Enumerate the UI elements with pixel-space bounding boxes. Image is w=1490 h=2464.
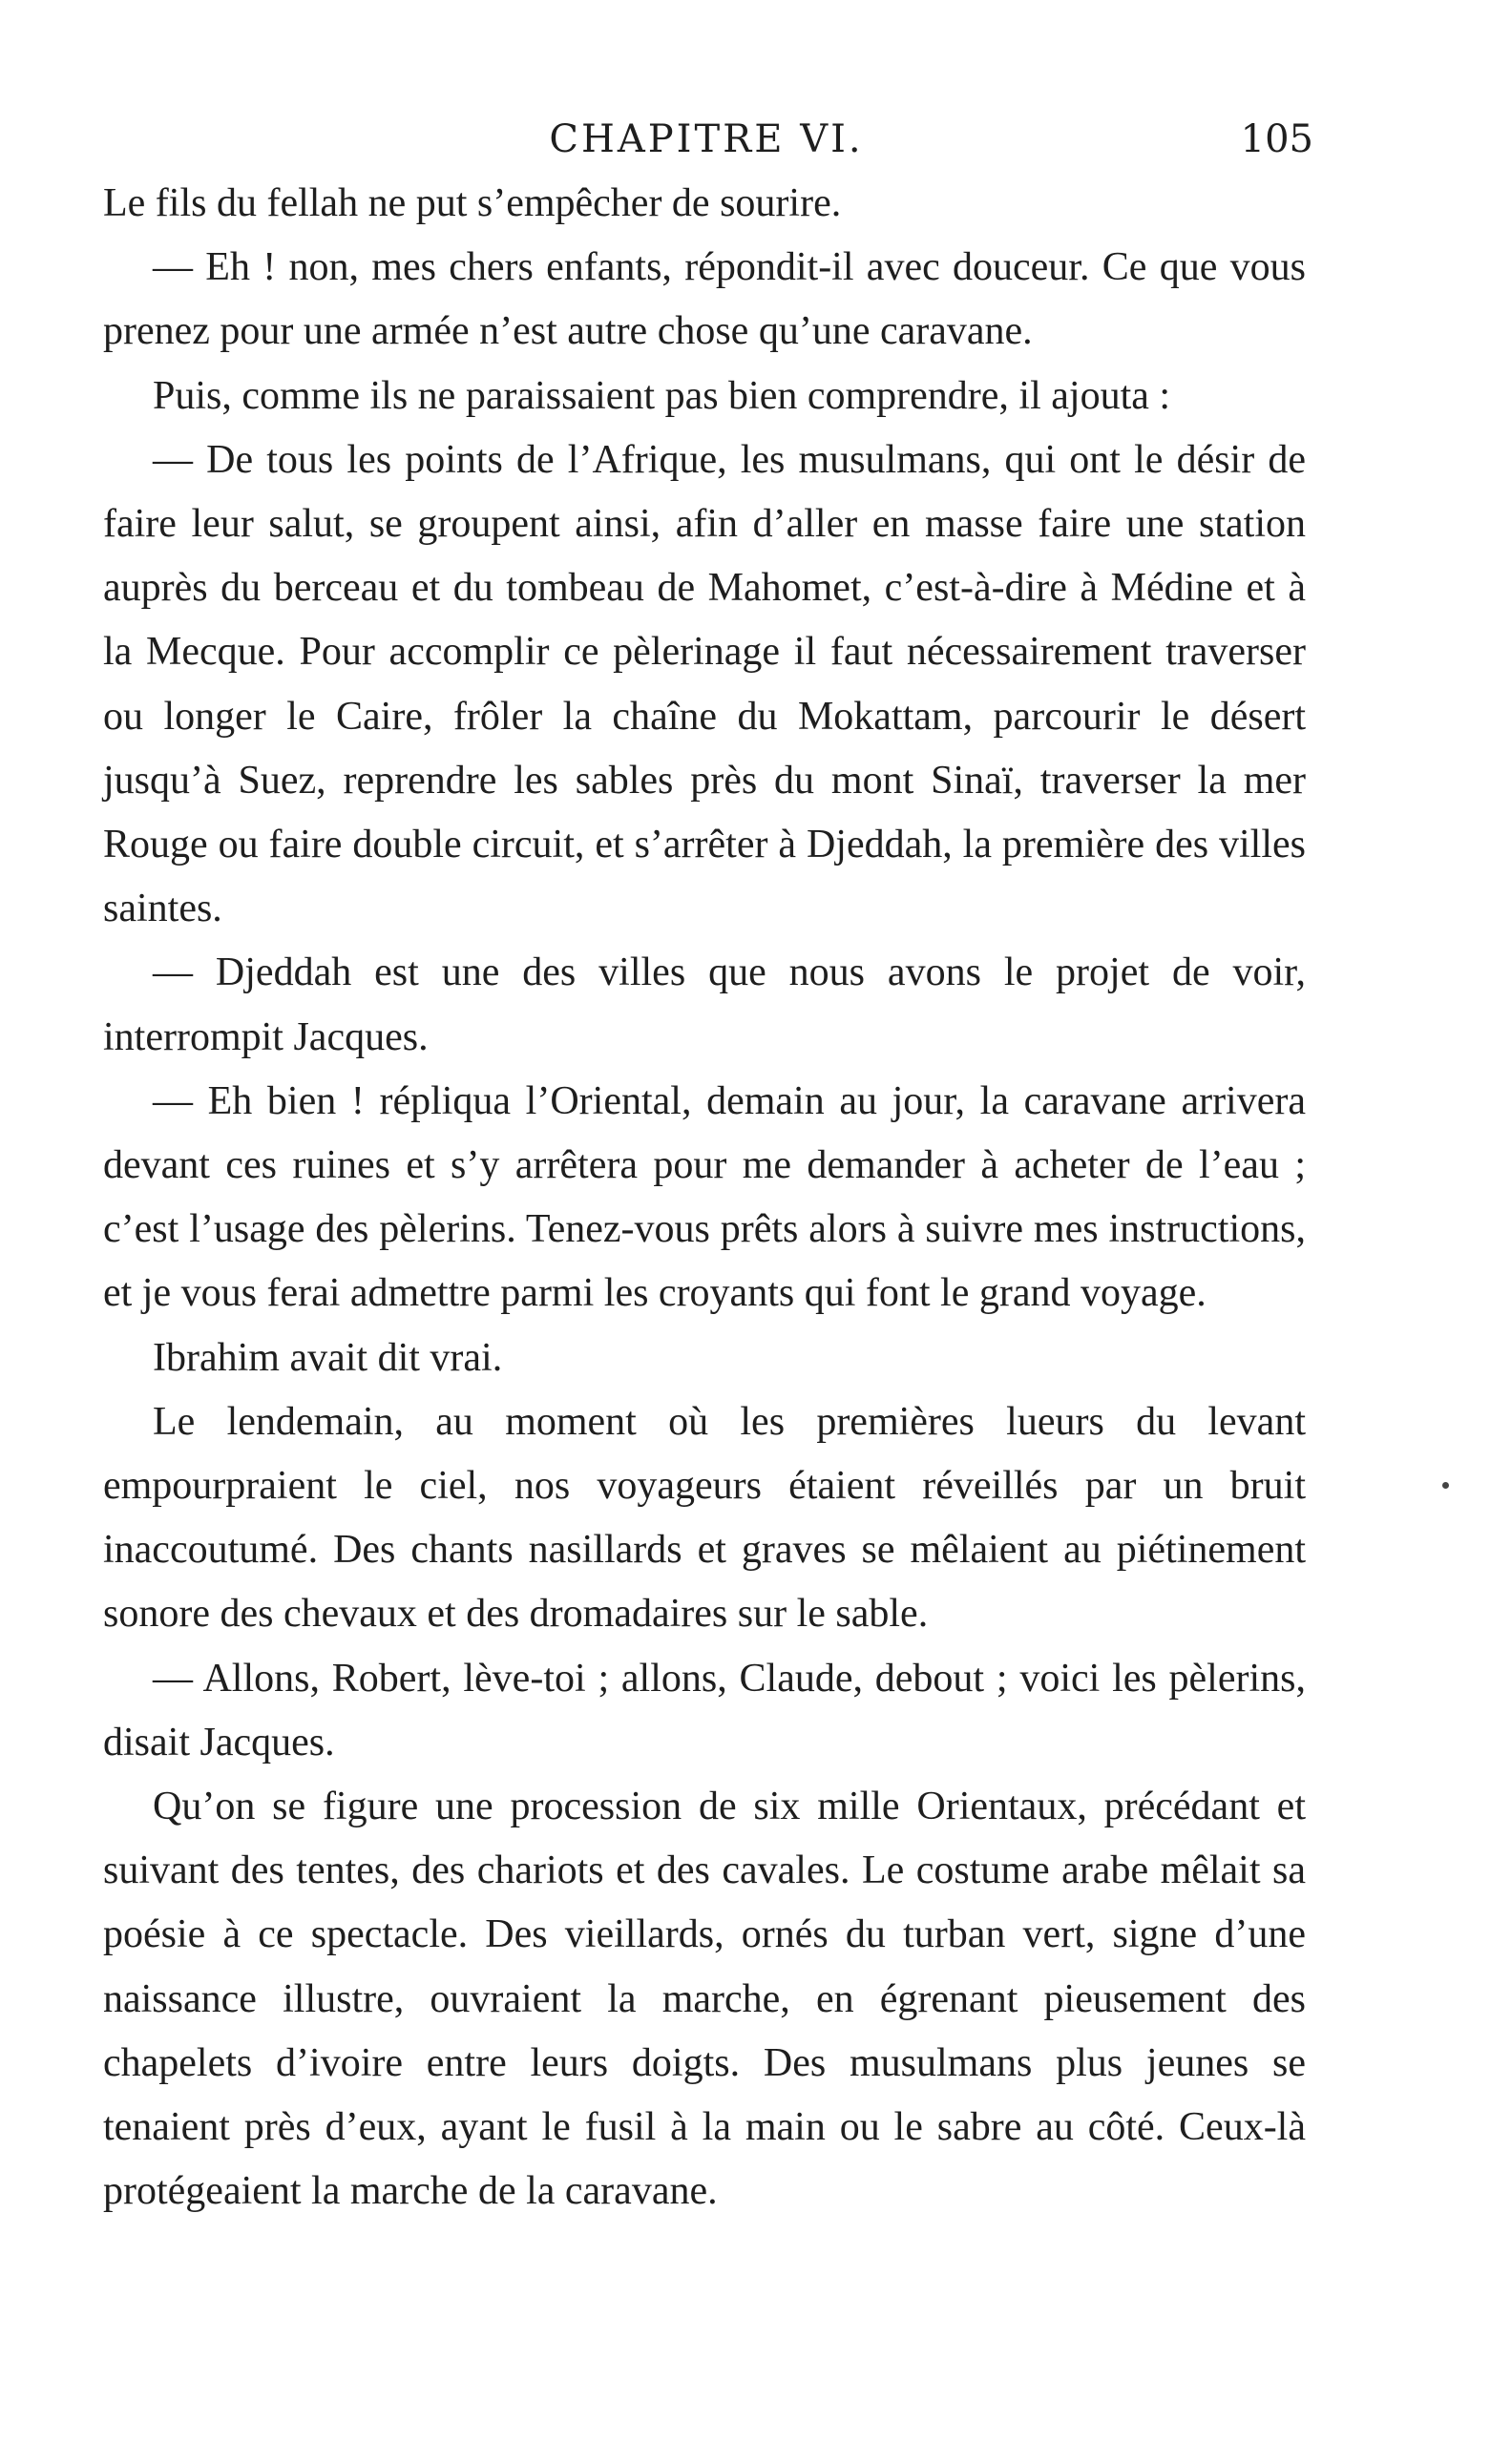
running-title: CHAPITRE VI. (549, 117, 864, 161)
paragraph: — Eh bien ! répliqua l’Oriental, demain au jour, la caravane arrivera devant ces ruines et s’y arrêtera pour me demander à acheter de l’eau ; c’est l’usage des pèlerins. Tenez-vous prêts alors à suivre mes instructions, et je vous ferai admettre parmi les croyants qui font le grand voyage. (103, 1078, 1306, 1316)
paragraph: Qu’on se figure une procession de six mille Orientaux, précédant et suivant des tentes, des chariots et des cavales. Le costume arabe mêlait sa poésie à ce spectacle. Des vieillards, ornés du turban vert, signe d’une naissance illustre, ouvraient la marche, en égrenant pieusement des chapelets d’ivoire entre leurs doigts. Des musulmans plus jeunes se tenaient près d’eux, ayant le fusil à la main ou le sabre au côté. Ceux-là protégeaient la marche de la caravane. (103, 1785, 1306, 2214)
paragraph: — Eh ! non, mes chers enfants, répondit-il avec douceur. Ce que vous prenez pour une armée n’est autre chose qu’une caravane. (103, 245, 1306, 354)
page-number: 105 (1240, 117, 1313, 161)
paragraph: Puis, comme ils ne paraissaient pas bien comprendre, il ajouta : (153, 373, 1171, 418)
paragraph: — Djeddah est une des villes que nous avons le projet de voir, interrompit Jacques. (103, 950, 1306, 1059)
text-body (103, 172, 1306, 2224)
paragraph: — Allons, Robert, lève-toi ; allons, Claude, debout ; voici les pèlerins, disait Jacques. (103, 1656, 1306, 1764)
paragraph: — De tous les points de l’Afrique, les musulmans, qui ont le désir de faire leur salut, se groupent ainsi, afin d’aller en masse faire une station auprès du berceau et du tombeau de Mahomet, c’est-à-dire à Médine et à la Mecque. Pour accomplir ce pèlerinage il faut nécessairement traverser ou longer le Caire, frôler la chaîne du Mokattam, parcourir le désert jusqu’à Suez, reprendre les sables près du mont Sinaï, traverser la mer Rouge ou faire double circuit, et s’arrêter à Djeddah, la première des villes saintes. (103, 437, 1306, 931)
margin-ink-spot (1442, 1482, 1449, 1489)
paragraph: Le lendemain, au moment où les premières lueurs du levant empourpraient le ciel, nos voyageurs étaient réveillés par un bruit inaccoutumé. Des chants nasillards et graves se mêlaient au piétinement sonore des chevaux et des dromadaires sur le sable. (103, 1399, 1306, 1637)
paragraph: Le fils du fellah ne put s’empêcher de sourire. (103, 181, 842, 225)
paragraph: Ibrahim avait dit vrai. (153, 1335, 503, 1380)
page-header (95, 111, 1317, 168)
